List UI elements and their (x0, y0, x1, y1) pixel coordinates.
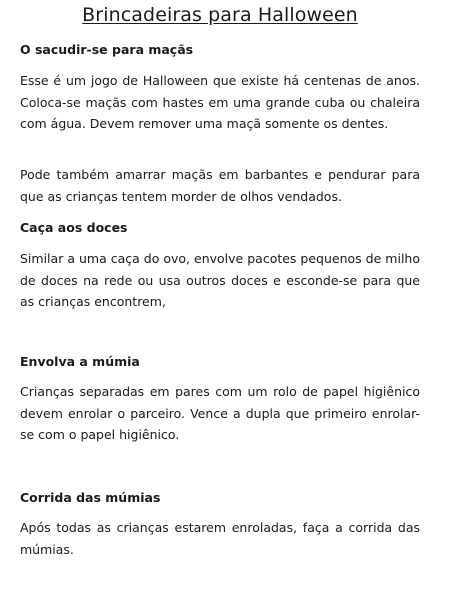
section-paragraph-apple-bobbing-2: Pode também amarrar maçãs em barbantes e pendurar para que as crianças tentem morder de olhos vendados. (20, 167, 420, 204)
section-paragraph-apple-bobbing-1: Esse é um jogo de Halloween que existe há centenas de anos. Coloca-se maçãs com hastes em uma grande cuba ou chaleira com água. Devem remover uma maçã somente os dentes. (20, 73, 420, 131)
section-heading-apple-bobbing: O sacudir-se para maçãs (20, 42, 194, 57)
document-title: Brincadeiras para Halloween (82, 4, 358, 26)
section-paragraph-wrap-mummy-1: Crianças separadas em pares com um rolo de papel higiênico devem enrolar o parceiro. Vence a dupla que primeiro enrolar-se com o papel higiênico. (20, 384, 420, 442)
section-paragraph-mummy-race-1: Após todas as crianças estarem enroladas, faça a corrida das múmias. (20, 520, 420, 557)
section-heading-mummy-race: Corrida das múmias (20, 490, 161, 505)
document-page (20, 4, 420, 557)
section-paragraph-candy-hunt-1: Similar a uma caça do ovo, envolve pacotes pequenos de milho de doces na rede ou usa outros doces e esconde-se para que as crianças encontrem, (20, 251, 420, 309)
section-heading-candy-hunt: Caça aos doces (20, 220, 128, 235)
section-heading-wrap-mummy: Envolva a múmia (20, 354, 140, 369)
